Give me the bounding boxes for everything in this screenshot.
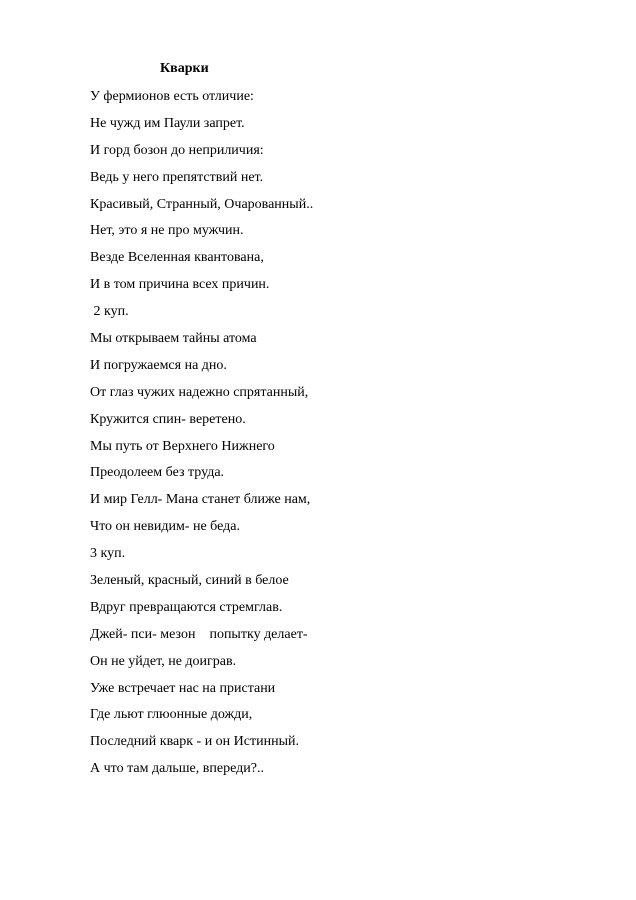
poem-line: Везде Вселенная квантована, bbox=[90, 250, 264, 266]
poem-line: Джей- пси- мезон попытку делает- bbox=[90, 626, 308, 642]
poem-line: 3 куп. bbox=[90, 546, 126, 562]
poem-line: Вдруг превращаются стремглав. bbox=[90, 599, 283, 615]
poem-line: Уже встречает нас на пристани bbox=[90, 680, 276, 696]
poem-line: Где льют глюонные дожди, bbox=[90, 707, 253, 723]
poem-line: Зеленый, красный, синий в белое bbox=[90, 573, 289, 589]
poem-line: От глаз чужих надежно спрятанный, bbox=[90, 384, 309, 400]
poem-line: И мир Гелл- Мана станет ближе нам, bbox=[90, 492, 311, 508]
poem-line: Что он невидим- не беда. bbox=[90, 519, 240, 535]
poem-line: 2 куп. bbox=[90, 304, 129, 320]
poem-line: Мы путь от Верхнего Нижнего bbox=[90, 438, 275, 454]
poem-line: Не чужд им Паули запрет. bbox=[90, 115, 245, 131]
poem-line: А что там дальше, впереди?.. bbox=[90, 761, 264, 777]
poem-line: Красивый, Странный, Очарованный.. bbox=[90, 196, 314, 212]
poem-line: Последний кварк - и он Истинный. bbox=[90, 734, 299, 750]
poem-line: Преодолеем без труда. bbox=[90, 465, 225, 481]
poem-line: Мы открываем тайны атома bbox=[90, 331, 257, 347]
poem-line: Нет, это я не про мужчин. bbox=[90, 223, 244, 239]
poem-line: Кружится спин- веретено. bbox=[90, 411, 246, 427]
poem-line: У фермионов есть отличие: bbox=[90, 89, 254, 104]
poem-body bbox=[90, 88, 313, 787]
poem-title: Кварки bbox=[160, 61, 209, 76]
poem-line: Ведь у него препятствий нет. bbox=[90, 169, 264, 185]
poem-line: И в том причина всех причин. bbox=[90, 277, 270, 293]
poem-line: И горд бозон до неприличия: bbox=[90, 142, 264, 158]
poem-line: И погружаемся на дно. bbox=[90, 357, 227, 373]
poem-line: Он не уйдет, не доиграв. bbox=[90, 653, 237, 669]
